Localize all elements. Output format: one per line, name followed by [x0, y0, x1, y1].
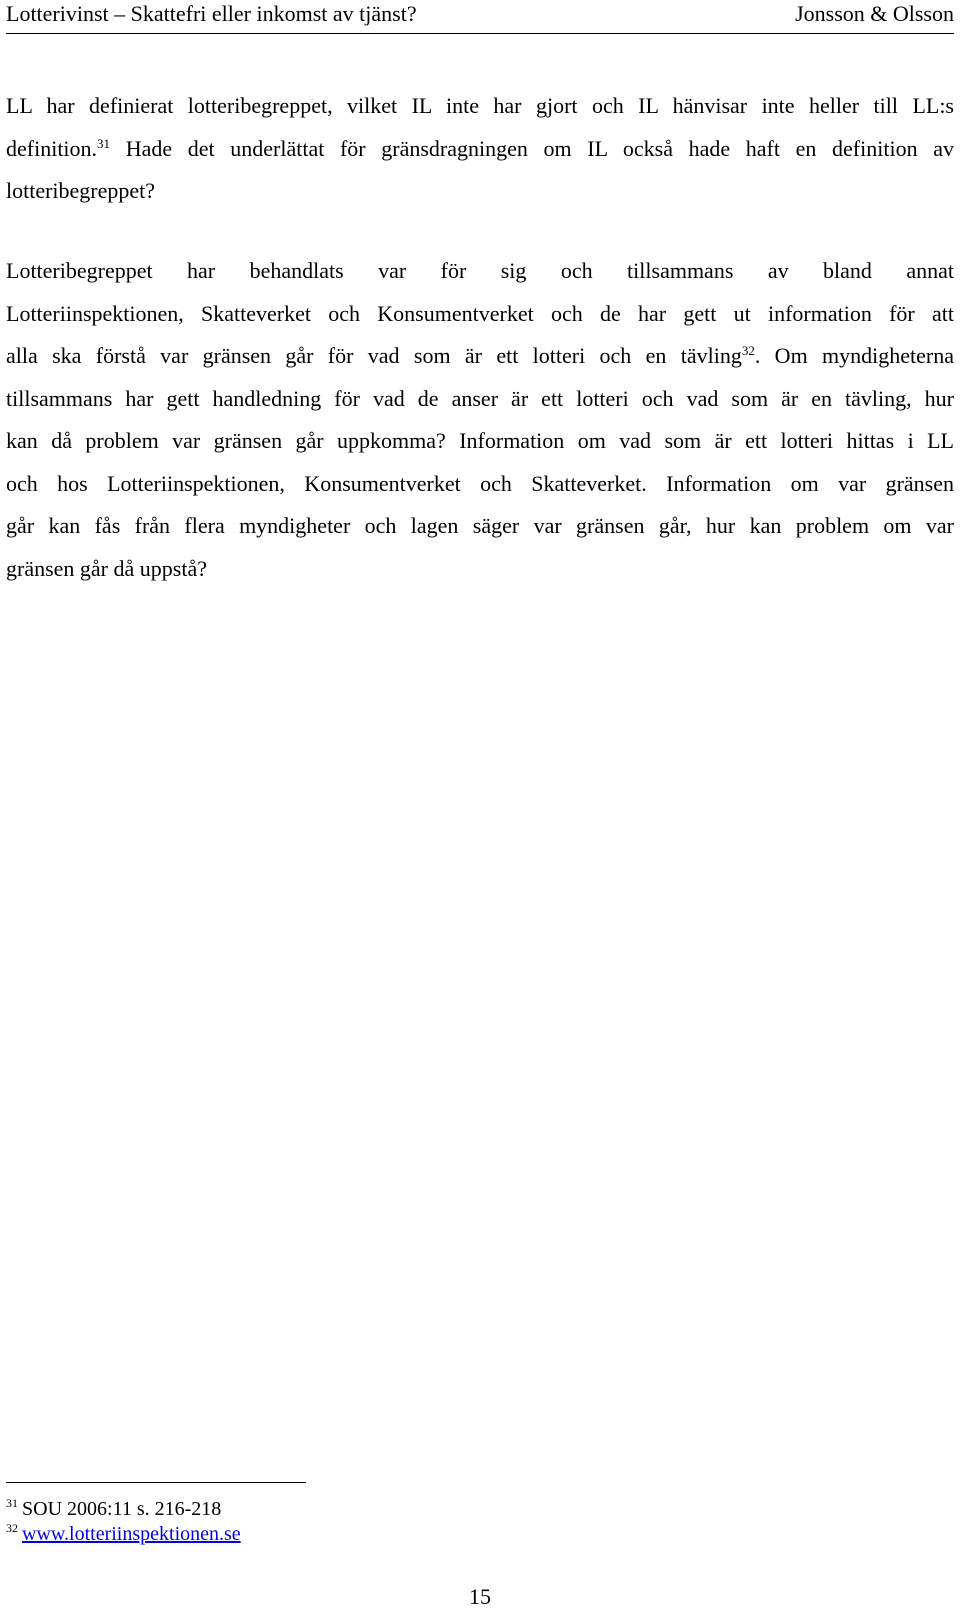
footnote-number: 31 [6, 1495, 18, 1510]
footnote-number: 32 [6, 1520, 18, 1535]
paragraph-1-line-2 [6, 128, 954, 171]
running-header [6, 0, 954, 30]
paragraph-2-line-3-end: . Om myndigheterna [754, 343, 954, 368]
header-authors: Jonsson & Olsson [795, 1, 954, 26]
paragraph-1 [6, 85, 954, 213]
paragraph-1-line-1: LL har definierat lotteribegreppet, vilket IL inte har gjort och IL hänvisar inte heller till LL:s [6, 93, 954, 118]
paragraph-2-line-3 [6, 335, 954, 378]
paragraph-1-line-2-end: Hade det underlättat för gränsdragningen om IL också hade haft en definition av [110, 135, 954, 161]
footnote-ref-32: 32 [741, 343, 755, 359]
footnote-text: SOU 2006:11 s. 216-218 [22, 1498, 222, 1520]
paragraph-1-line-2-start: definition. [6, 135, 98, 161]
paragraph-2-line-7: går kan fås från flera myndigheter och lagen säger var gränsen går, hur kan problem om var [6, 513, 954, 538]
paragraph-2-line-1: Lotteribegreppet har behandlats var för sig och tillsammans av bland annat [6, 258, 954, 283]
footnote-link[interactable]: www.lotteriinspektionen.se [22, 1523, 241, 1545]
header-title: Lotterivinst – Skattefri eller inkomst av tjänst? [6, 1, 417, 26]
page-number: 15 [469, 1584, 491, 1609]
footnote-31 [6, 1497, 241, 1522]
paragraph-2-line-8: gränsen går då uppstå? [6, 555, 207, 581]
paragraph-1-line-3: lotteribegreppet? [6, 178, 156, 203]
paragraph-2-line-6: och hos Lotteriinspektionen, Konsumentverket och Skatteverket. Information om var gränsen [6, 470, 954, 496]
paragraph-2-line-2: Lotteriinspektionen, Skatteverket och Konsumentverket och de har gett ut information för att [6, 300, 954, 326]
paragraph-2 [6, 250, 954, 590]
paragraph-2-line-3-start: alla ska förstå var gränsen går för vad som är ett lotteri och en tävling [6, 343, 742, 368]
footnote-32 [6, 1522, 241, 1547]
header-divider [6, 33, 954, 34]
footnote-separator [6, 1482, 306, 1483]
paragraph-2-line-4: tillsammans har gett handledning för vad de anser är ett lotteri och vad som är en tävling, hur [6, 385, 954, 411]
footnotes [6, 1497, 241, 1547]
footnote-ref-31: 31 [97, 135, 111, 151]
paragraph-2-line-5: kan då problem var gränsen går uppkomma? Information om vad som är ett lotteri hittas i LL [6, 428, 954, 453]
